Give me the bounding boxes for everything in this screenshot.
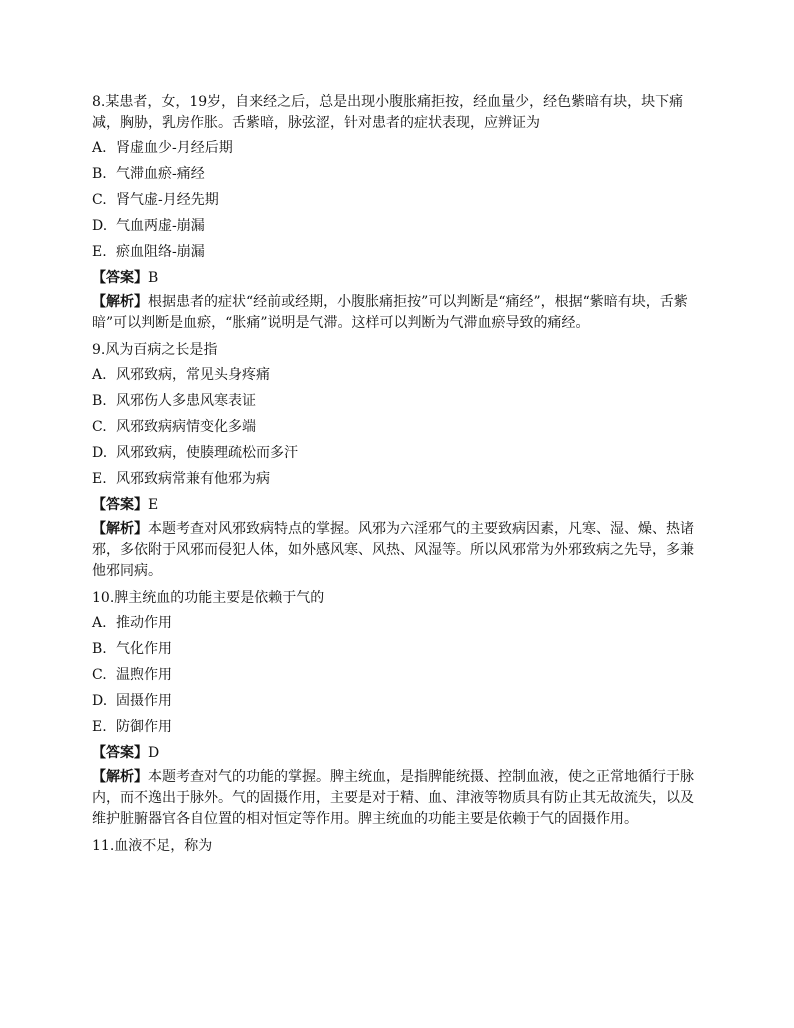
analysis-tag: 【解析】 <box>92 521 148 537</box>
analysis-paragraph <box>92 519 702 582</box>
option-letter: C. <box>92 419 107 435</box>
option-text: 防御作用 <box>116 719 172 735</box>
option-b <box>92 639 702 659</box>
answer-tag: 【答案】 <box>92 745 148 761</box>
option-letter: D. <box>92 218 108 234</box>
option-letter: B. <box>92 641 107 657</box>
question-10 <box>92 588 702 830</box>
option-text: 肾气虚-月经先期 <box>116 192 219 208</box>
option-text: 气化作用 <box>116 641 172 657</box>
option-text: 瘀血阻络-崩漏 <box>116 244 205 260</box>
answer-line <box>92 743 702 763</box>
option-text: 温煦作用 <box>116 667 172 683</box>
option-c <box>92 190 702 210</box>
option-text: 固摄作用 <box>116 693 172 709</box>
question-8 <box>92 92 702 334</box>
option-a <box>92 365 702 385</box>
option-text: 风邪致病常兼有他邪为病 <box>116 471 270 487</box>
option-d <box>92 691 702 711</box>
answer-tag: 【答案】 <box>92 270 148 286</box>
option-letter: E. <box>92 244 107 260</box>
option-text: 气滞血瘀-痛经 <box>116 166 205 182</box>
answer-line <box>92 495 702 515</box>
document-page <box>92 92 702 861</box>
option-letter: E. <box>92 719 107 735</box>
option-letter: A. <box>92 140 107 156</box>
option-letter: C. <box>92 667 107 683</box>
question-9 <box>92 340 702 582</box>
answer-tag: 【答案】 <box>92 497 148 513</box>
answer-value: D <box>148 745 160 761</box>
option-letter: D. <box>92 445 108 461</box>
question-11 <box>92 836 702 857</box>
option-e <box>92 242 702 262</box>
analysis-paragraph <box>92 767 702 830</box>
option-letter: A. <box>92 615 107 631</box>
answer-line <box>92 268 702 288</box>
question-stem: 10.脾主统血的功能主要是依赖于气的 <box>92 590 325 606</box>
answer-value: B <box>148 270 159 286</box>
option-d <box>92 216 702 236</box>
option-a <box>92 138 702 158</box>
option-c <box>92 417 702 437</box>
option-letter: B. <box>92 393 107 409</box>
option-a <box>92 613 702 633</box>
option-text: 风邪致病，使腠理疏松而多汗 <box>116 445 298 461</box>
option-letter: E. <box>92 471 107 487</box>
option-e <box>92 717 702 737</box>
analysis-text: 根据患者的症状“经前或经期，小腹胀痛拒按”可以判断是“痛经”，根据“紫暗有块，舌紫暗”可以判断是血瘀，“胀痛”说明是气滞。这样可以判断为气滞血瘀导致的痛经。 <box>92 294 688 331</box>
analysis-text: 本题考查对风邪致病特点的掌握。风邪为六淫邪气的主要致病因素，凡寒、湿、燥、热诸邪，多依附于风邪而侵犯人体，如外感风寒、风热、风湿等。所以风邪常为外邪致病之先导，多兼他邪同病。 <box>92 521 694 579</box>
analysis-text: 本题考查对气的功能的掌握。脾主统血，是指脾能统摄、控制血液，使之正常地循行于脉内，而不逸出于脉外。气的固摄作用，主要是对于精、血、津液等物质具有防止其无故流失，以及维护脏腑器官各自位置的相对恒定等作用。脾主统血的功能主要是依赖于气的固摄作用。 <box>92 769 694 827</box>
answer-value: E <box>148 497 159 513</box>
option-letter: D. <box>92 693 108 709</box>
question-stem: 8.某患者，女，19岁，自来经之后，总是出现小腹胀痛拒按，经血量少，经色紫暗有块，块下痛减，胸胁，乳房作胀。舌紫暗，脉弦涩，针对患者的症状表现，应辨证为 <box>92 94 684 131</box>
option-text: 推动作用 <box>116 615 172 631</box>
option-text: 肾虚血少-月经后期 <box>116 140 233 156</box>
option-c <box>92 665 702 685</box>
question-stem: 11.血液不足，称为 <box>92 838 213 854</box>
option-b <box>92 164 702 184</box>
option-letter: C. <box>92 192 107 208</box>
question-stem: 9.风为百病之长是指 <box>92 342 218 358</box>
option-text: 气血两虚-崩漏 <box>116 218 205 234</box>
option-b <box>92 391 702 411</box>
option-text: 风邪致病病情变化多端 <box>116 419 256 435</box>
option-d <box>92 443 702 463</box>
option-text: 风邪致病，常见头身疼痛 <box>116 367 270 383</box>
option-letter: A. <box>92 367 107 383</box>
analysis-tag: 【解析】 <box>92 769 148 785</box>
option-e <box>92 469 702 489</box>
option-text: 风邪伤人多患风寒表证 <box>116 393 256 409</box>
analysis-paragraph <box>92 292 702 334</box>
analysis-tag: 【解析】 <box>92 294 148 310</box>
option-letter: B. <box>92 166 107 182</box>
